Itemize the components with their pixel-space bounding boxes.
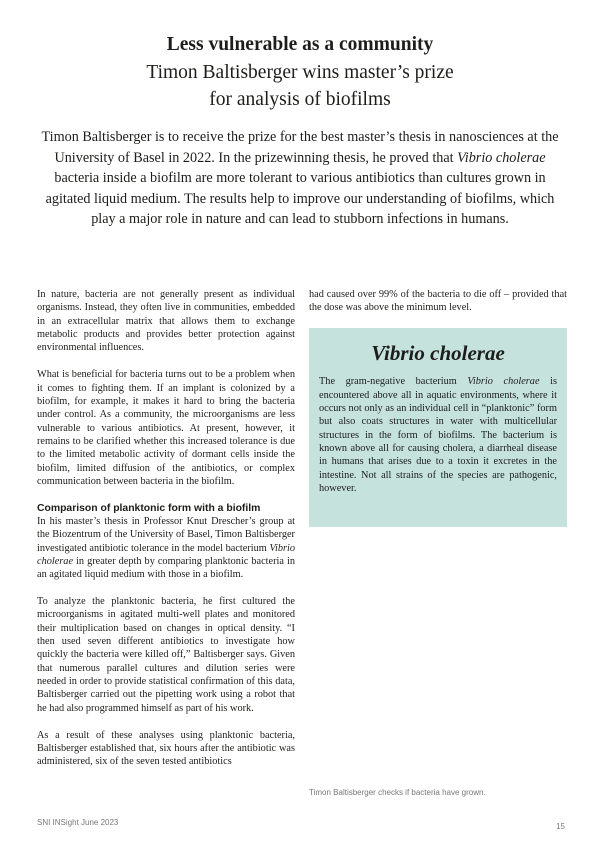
body-paragraph-4: To analyze the planktonic bacteria, he first cultured the microorganisms in agitated multi-well plates and monitored their multiplication based on changes in optical density. “I then used seven different antibiotics to investigate how quickly the bacteria were killed off,” Baltisberger says. Given that numerous parallel cultures and dilution series were needed in order to provide statistical confirmation of this data, Baltisberger carried out the pipetting work using a robot that he had also programmed himself as part of his work.: [37, 596, 295, 714]
infobox: [309, 328, 567, 527]
body-paragraph-2: What is beneficial for bacteria turns out to be a problem when it comes to fighting them. If an implant is colonized by a biofilm, for example, it makes it hard to bring the bacteria under control. As a community, the microorganisms are less vulnerable to various antibiotics. At present, however, it remains to be clarified whether this increased tolerance is due to the limited metabolic activity of dormant cells inside the biofilm, limited diffusion of the antibiotics, or complex communication between bacteria in the biofilm.: [37, 369, 295, 487]
section-subhead: Comparison of planktonic form with a biofilm: [37, 502, 261, 514]
article-subtitle-line2: for analysis of biofilms: [209, 89, 391, 110]
body-paragraph-1: In nature, bacteria are not generally present as individual organisms. Instead, they often live in communities, embedded in an extracellular matrix that allows them to exchange metabolic products and provides better protection against environmental influences.: [37, 289, 295, 354]
article-header: [0, 31, 600, 114]
article-subtitle-line1: Timon Baltisberger wins master’s prize: [146, 61, 454, 83]
body-paragraph-3: In his master’s thesis in Professor Knut Drescher’s group at the Biozentrum of the University of Basel, Timon Baltisberger investigated antibiotic tolerance in the model bacterium Vibrio cholerae in greater depth by comparing planktonic bacteria in an agitated liquid medium with those in a biofilm.: [37, 515, 295, 581]
infobox-body: The gram-negative bacterium Vibrio cholerae is encountered above all in aquatic environments, where it occurs not only as an individual cell in “planktonic” form but also coats structures in water with multicellular structures in the form of biofilms. The bacterium is known above all for causing cholera, a diarrheal disease in humans that arises due to a toxin it excretes in the intestine. Not all strains of the species are pathogenic, however.: [319, 376, 557, 494]
infobox-title: Vibrio cholerae: [371, 341, 505, 366]
lead-paragraph: Timon Baltisberger is to receive the prize for the best master’s thesis in nanosciences at the University of Basel in 2022. In the prizewinning thesis, he proved that Vibrio cholerae bacteria inside a biofilm are more tolerant to various antibiotics than cultures grown in agitated liquid medium. The results help to improve our understanding of biofilms, which play a major role in nature and can lead to stubborn infections in humans.: [41, 129, 559, 228]
body-paragraph-5: As a result of these analyses using planktonic bacteria, Baltisberger established that, six hours after the antibiotic was administered, six of the seven tested antibiotics: [37, 729, 295, 768]
right-column: [309, 288, 567, 527]
body-paragraph-6: had caused over 99% of the bacteria to die off – provided that the dose was above the minimum level.: [309, 289, 567, 314]
left-column: [37, 288, 295, 782]
article-title: Less vulnerable as a community: [166, 34, 434, 55]
page-number: 15: [556, 822, 565, 831]
footer-publication: SNI INSight June 2023: [37, 818, 119, 827]
photo-caption: Timon Baltisberger checks if bacteria have grown.: [309, 788, 486, 797]
